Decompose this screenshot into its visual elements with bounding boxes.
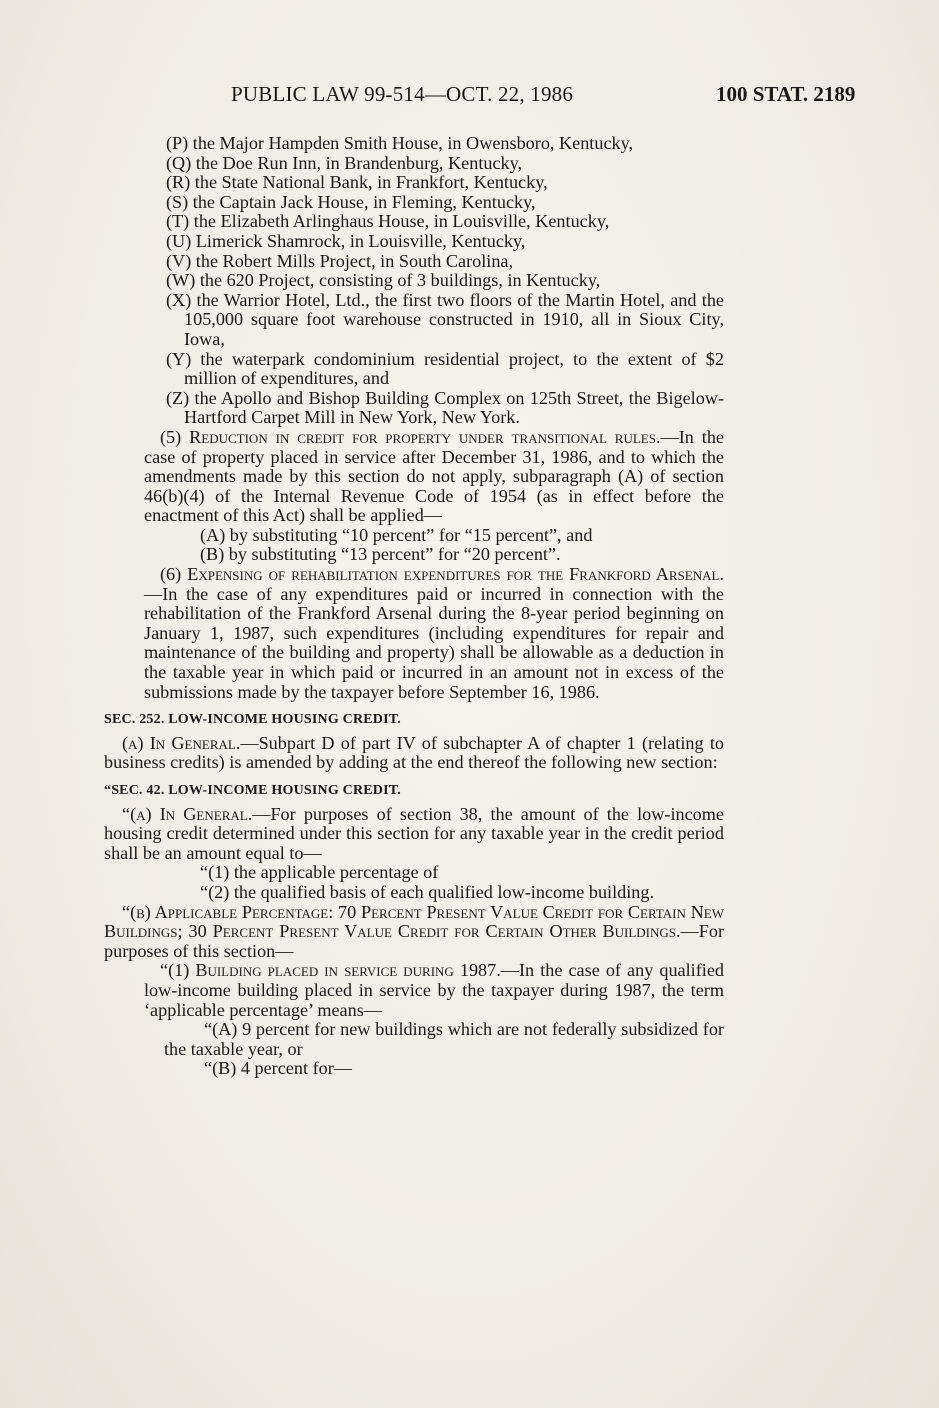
paragraph-5-heading: Reduction in credit for property under transitional rules.	[189, 426, 661, 447]
list-item: (Z) the Apollo and Bishop Building Complex on 125th Street, the Bigelow-Hartford Carpet Mill in New York, New York.	[166, 387, 724, 428]
section-42-b-paragraph-1	[104, 961, 724, 1020]
list-item: (V) the Robert Mills Project, in South Carolina,	[166, 250, 514, 271]
section-252-subsection-a	[104, 734, 724, 773]
section-252-a-text: —Subpart D of part IV of subchapter A of chapter 1 (relating to business credits) is amended by adding at the end thereof the following new section:	[104, 732, 724, 773]
section-42-a-label: “(a) In General.	[122, 803, 253, 824]
list-item: (S) the Captain Jack House, in Fleming, Kentucky,	[166, 191, 536, 212]
paragraph-5-subitem-a: (A) by substituting “10 percent” for “15 percent”, and	[200, 524, 593, 545]
paragraph-5-subitem-b: (B) by substituting “13 percent” for “20 percent”.	[200, 544, 561, 565]
section-42-a-text: —For purposes of section 38, the amount of the low-income housing credit determined under this section for any taxable year in the credit period shall be an amount equal to—	[104, 803, 724, 863]
list-item: (R) the State National Bank, in Frankfort, Kentucky,	[166, 172, 548, 193]
list-item: (U) Limerick Shamrock, in Louisville, Kentucky,	[166, 230, 526, 251]
list-item: (W) the 620 Project, consisting of 3 buildings, in Kentucky,	[166, 270, 601, 291]
paragraph-5-text: —In the case of property placed in service after December 31, 1986, and to which the amendments made by this section do not apply, subparagraph (A) of section 46(b)(4) of the Internal Revenue Code of 1954 (as in effect before the enactment of this Act) shall be applied—	[144, 426, 724, 526]
section-42-heading: “SEC. 42. LOW-INCOME HOUSING CREDIT.	[104, 783, 401, 798]
section-42-b1-text: —In the case of any qualified low-income building placed in service by the taxpayer during 1987, the term ‘applicable percentage’ means—	[144, 960, 724, 1020]
section-42-a-item-1: “(1) the applicable percentage of	[200, 862, 439, 883]
paragraph-6-number: (6)	[160, 564, 182, 585]
section-42-b-label: “(b) Applicable Percentage: 70 Percent Present Value Credit for Certain New Buildings; 30 Percent Present Value Credit for Certain Other Buildings.	[104, 901, 724, 942]
paragraph-5-number: (5)	[160, 426, 182, 447]
paragraph-5	[104, 428, 724, 526]
paragraph-6-text: —In the case of any expenditures paid or incurred in connection with the rehabilitation of the Frankford Arsenal during the 8-year period beginning on January 1, 1987, such expenditures (including expenditures for repair and maintenance of the building and property) shall be allowable as a deduction in the taxable year in which paid or incurred in an amount not in excess of the submissions made by the taxpayer before September 16, 1986.	[144, 583, 724, 702]
paragraph-6	[104, 565, 724, 702]
list-item: (P) the Major Hampden Smith House, in Owensboro, Kentucky,	[166, 133, 634, 153]
section-252-a-label: (a) In General.	[122, 732, 241, 753]
section-42-b1-label: “(1) Building placed in service during 1987.	[160, 960, 501, 981]
header-stat-reference: 100 STAT. 2189	[716, 82, 856, 106]
header-title: PUBLIC LAW 99-514—OCT. 22, 1986	[231, 82, 574, 106]
list-item: (Y) the waterpark condominium residential project, to the extent of $2 million of expenditures, and	[166, 348, 724, 389]
section-42-subsection-a	[104, 805, 724, 864]
section-42-b-text: —For purposes of this section—	[104, 921, 724, 961]
section-42-a-item-2: “(2) the qualified basis of each qualified low-income building.	[200, 881, 655, 902]
list-item: (X) the Warrior Hotel, Ltd., the first two floors of the Martin Hotel, and the 105,000 square foot warehouse constructed in 1910, all in Sioux City, Iowa,	[166, 289, 724, 349]
section-252-heading: SEC. 252. LOW-INCOME HOUSING CREDIT.	[104, 712, 401, 728]
section-42-b1-subitem-a: “(A) 9 percent for new buildings which are not federally subsidized for the taxable year, or	[164, 1019, 724, 1059]
section-42-subsection-b	[104, 903, 724, 962]
section-42-b1-subitem-b: “(B) 4 percent for—	[204, 1058, 352, 1079]
list-item: (T) the Elizabeth Arlinghaus House, in Louisville, Kentucky,	[166, 211, 610, 232]
document-body	[104, 134, 724, 1079]
page-header	[0, 82, 939, 112]
paragraph-6-heading: Expensing of rehabilitation expenditures for the Frankford Arsenal.	[187, 564, 725, 585]
list-item: (Q) the Doe Run Inn, in Brandenburg, Kentucky,	[166, 152, 523, 173]
